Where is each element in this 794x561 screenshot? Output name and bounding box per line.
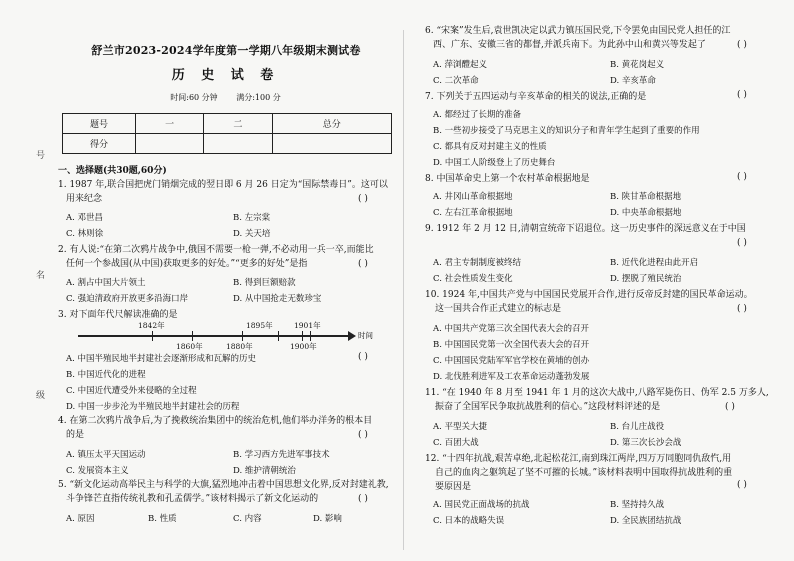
table-cell: 题号 xyxy=(63,114,136,134)
question-text: 10. 1924 年,中国共产党与中国国民党展开合作,进行反帝反封建的国民革命运动。 xyxy=(425,290,753,300)
answer-blank[interactable]: ( ) xyxy=(358,430,368,440)
timeline-tick xyxy=(302,331,303,341)
option-c[interactable]: C. 日本的战略失误 xyxy=(433,516,505,526)
timeline xyxy=(78,321,378,351)
timeline-tick xyxy=(310,331,311,341)
column-divider xyxy=(403,30,404,550)
option-b[interactable]: B. 一些初步接受了马克思主义的知识分子和青年学生起到了重要的作用 xyxy=(433,126,700,136)
side-mark: 号 xyxy=(36,151,46,161)
option-d[interactable]: D. 关天培 xyxy=(233,229,271,239)
option-b[interactable]: B. 坚持持久战 xyxy=(610,500,665,510)
timeline-tick xyxy=(192,331,193,341)
question-text: 要原因是 xyxy=(435,482,472,492)
option-b[interactable]: B. 近代化进程由此开启 xyxy=(610,258,699,268)
option-c[interactable]: C. 社会性质发生变化 xyxy=(433,274,513,284)
timeline-label: 1900年 xyxy=(290,342,317,351)
question-5 xyxy=(58,478,393,506)
question-7 xyxy=(425,90,770,104)
table-row xyxy=(63,134,392,154)
table-cell: 得分 xyxy=(63,134,136,154)
table-cell: 一 xyxy=(136,114,204,134)
option-a[interactable]: A. 都经过了长期的准备 xyxy=(433,110,522,120)
option-d[interactable]: D. 辛亥革命 xyxy=(610,76,656,86)
question-4 xyxy=(58,414,393,442)
option-b[interactable]: B. 中国国民党第一次全国代表大会的召开 xyxy=(433,340,590,350)
question-text: 5. “新文化运动高举民主与科学的大旗,猛烈地冲击着中国思想文化界,反对封建礼教, xyxy=(58,480,389,490)
question-text: 用来纪念 xyxy=(66,194,103,204)
question-text: 2. 有人说:“在第二次鸦片战争中,俄国不需要一枪一弹,不必动用一兵一卒,而能比 xyxy=(58,245,374,255)
option-c[interactable]: C. 内容 xyxy=(233,514,262,524)
section-heading: 一、选择题(共30题,60分) xyxy=(58,166,167,176)
answer-blank[interactable]: ( ) xyxy=(358,352,368,362)
question-text: 振奋了全国军民争取抗战胜利的信心。”这段材料评述的是 xyxy=(435,402,661,412)
table-cell: 二 xyxy=(204,114,272,134)
side-mark: 名 xyxy=(36,271,46,281)
timeline-tick xyxy=(242,331,243,341)
question-text: 自己的血肉之躯筑起了坚不可摧的长城。”该材料表明中国取得抗战胜利的重 xyxy=(435,468,733,478)
full-score: 满分:100 分 xyxy=(236,93,281,102)
option-b[interactable]: B. 左宗棠 xyxy=(233,213,271,223)
time-limit: 时间:60 分钟 xyxy=(170,93,218,102)
answer-blank[interactable]: ( ) xyxy=(737,172,747,182)
question-text: 6. “宋案”发生后,袁世凯决定以武力镇压国民党,下令罢免由国民党人担任的江 xyxy=(425,26,731,36)
side-mark: 级 xyxy=(36,391,46,401)
question-12 xyxy=(425,452,770,494)
timeline-arrow-icon xyxy=(348,331,356,341)
table-row xyxy=(63,114,392,134)
exam-meta xyxy=(58,92,393,103)
timeline-tick xyxy=(278,331,279,341)
option-d[interactable]: D. 中国工人阶级登上了历史舞台 xyxy=(433,158,556,168)
table-cell[interactable] xyxy=(204,134,272,154)
option-a[interactable]: A. 井冈山革命根据地 xyxy=(433,192,513,202)
table-cell[interactable] xyxy=(272,134,391,154)
question-11 xyxy=(425,386,770,414)
option-c[interactable]: C. 林则徐 xyxy=(66,229,104,239)
option-c[interactable]: C. 左右江革命根据地 xyxy=(433,208,513,218)
timeline-label: 1860年 xyxy=(176,342,203,351)
option-c[interactable]: C. 强迫清政府开放更多沿海口岸 xyxy=(66,294,189,304)
question-text: 7. 下列关于五四运动与辛亥革命的相关的说法,正确的是 xyxy=(425,92,647,102)
exam-title: 舒兰市2023-2024学年度第一学期八年级期末测试卷 xyxy=(91,44,361,57)
question-1 xyxy=(58,178,393,206)
option-a[interactable]: A. 邓世昌 xyxy=(66,213,104,223)
table-cell[interactable] xyxy=(136,134,204,154)
timeline-label: 1895年 xyxy=(246,321,273,330)
option-a[interactable]: A. 君主专制制度被终结 xyxy=(433,258,522,268)
option-b[interactable]: B. 黄花岗起义 xyxy=(610,60,665,70)
option-d[interactable]: D. 第三次长沙会战 xyxy=(610,438,682,448)
option-c[interactable]: C. 都具有反对封建主义的性质 xyxy=(433,142,547,152)
option-b[interactable]: B. 台儿庄战役 xyxy=(610,422,665,432)
option-c[interactable]: C. 发展资本主义 xyxy=(66,466,129,476)
answer-blank[interactable]: ( ) xyxy=(358,259,368,269)
option-b[interactable]: B. 得到巨额赔款 xyxy=(233,278,296,288)
answer-blank[interactable]: ( ) xyxy=(725,402,735,412)
option-a[interactable]: A. 原因 xyxy=(66,514,95,524)
question-text: 的是 xyxy=(66,430,85,440)
score-table xyxy=(62,113,392,154)
question-3 xyxy=(58,308,393,322)
option-a[interactable]: A. 割占中国大片领土 xyxy=(66,278,146,288)
answer-blank[interactable]: ( ) xyxy=(358,194,368,204)
option-a[interactable]: A. 国民党正面战场的抗战 xyxy=(433,500,530,510)
question-2 xyxy=(58,243,393,271)
table-cell: 总分 xyxy=(272,114,391,134)
timeline-label: 1880年 xyxy=(226,342,253,351)
question-text: 西、广东、安徽三省的都督,并派兵南下。为此孙中山和黄兴等发起了 xyxy=(433,40,706,50)
timeline-label: 时间 xyxy=(358,331,373,340)
question-9 xyxy=(425,222,770,236)
option-c[interactable]: C. 中国近代遭受外来侵略的全过程 xyxy=(66,386,197,396)
question-text: 4. 在第二次鸦片战争后,为了挽救统治集团中的统治危机,他们举办洋务的根本目 xyxy=(58,416,373,426)
option-d[interactable]: D. 摆脱了殖民统治 xyxy=(610,274,682,284)
question-8 xyxy=(425,172,770,186)
timeline-tick xyxy=(152,331,153,341)
answer-blank[interactable]: ( ) xyxy=(737,480,747,490)
option-b[interactable]: B. 陕甘革命根据地 xyxy=(610,192,682,202)
option-d[interactable]: D. 维护清朝统治 xyxy=(233,466,296,476)
option-d[interactable]: D. 北伐胜利进军及工农革命运动蓬勃发展 xyxy=(433,372,590,382)
question-text: 这一国共合作正式建立的标志是 xyxy=(435,304,562,314)
answer-blank[interactable]: ( ) xyxy=(737,304,747,314)
question-text: 12. “十四年抗战,艰苦卓绝,北起松花江,南到珠江两岸,四万万同胞同仇敌忾,用 xyxy=(425,454,732,464)
timeline-label: 1901年 xyxy=(294,321,321,330)
question-text: 11. “在 1940 年 8 月至 1941 年 1 月的这次大战中,八路军毙伤日、伪军 2.5 万多人, xyxy=(425,388,769,398)
option-a[interactable]: A. 平型关大捷 xyxy=(433,422,488,432)
option-b[interactable]: B. 中国近代化的进程 xyxy=(66,370,146,380)
answer-blank[interactable]: ( ) xyxy=(737,90,747,100)
exam-subject: 历 史 试 卷 xyxy=(171,68,280,83)
option-c[interactable]: C. 二次革命 xyxy=(433,76,479,86)
answer-blank[interactable]: ( ) xyxy=(737,238,747,248)
question-text: 任何一个参战国(从中国)获取更多的好处。”“更多的好处”是指 xyxy=(66,259,308,269)
question-6 xyxy=(425,24,770,52)
option-a[interactable]: A. 中国半殖民地半封建社会逐渐形成和瓦解的历史 xyxy=(66,354,257,364)
option-a[interactable]: A. 萍浏醴起义 xyxy=(433,60,488,70)
question-text: 1. 1987 年,联合国把虎门销烟完成的翌日即 6 月 26 日定为“国际禁毒日”。这可以 xyxy=(58,180,388,190)
question-text: 3. 对下面年代尺解读准确的是 xyxy=(58,310,178,320)
answer-blank[interactable]: ( ) xyxy=(737,40,747,50)
option-d[interactable]: D. 中国一步步沦为半殖民地半封建社会的历程 xyxy=(66,402,240,412)
question-text: 斗争锋芒直指传统礼教和孔孟儒学。”该材料揭示了新文化运动的 xyxy=(66,494,319,504)
question-text: 8. 中国革命史上第一个农村革命根据地是 xyxy=(425,174,590,184)
option-d[interactable]: D. 全民族团结抗战 xyxy=(610,516,682,526)
option-a[interactable]: A. 镇压太平天国运动 xyxy=(66,450,146,460)
option-d[interactable]: D. 从中国抢走无数珍宝 xyxy=(233,294,322,304)
timeline-label: 1842年 xyxy=(138,321,165,330)
option-a[interactable]: A. 中国共产党第三次全国代表大会的召开 xyxy=(433,324,590,334)
question-text: 9. 1912 年 2 月 12 日,清朝宣统帝下诏退位。这一历史事件的深远意义在于中国 xyxy=(425,224,746,234)
option-c[interactable]: C. 中国国民党陆军军官学校在黄埔的创办 xyxy=(433,356,590,366)
question-10 xyxy=(425,288,770,316)
option-c[interactable]: C. 百团大战 xyxy=(433,438,479,448)
option-b[interactable]: B. 学习西方先进军事技术 xyxy=(233,450,330,460)
option-b[interactable]: B. 性质 xyxy=(148,514,177,524)
option-d[interactable]: D. 中央革命根据地 xyxy=(610,208,682,218)
answer-blank[interactable]: ( ) xyxy=(358,494,368,504)
option-d[interactable]: D. 影响 xyxy=(313,514,342,524)
